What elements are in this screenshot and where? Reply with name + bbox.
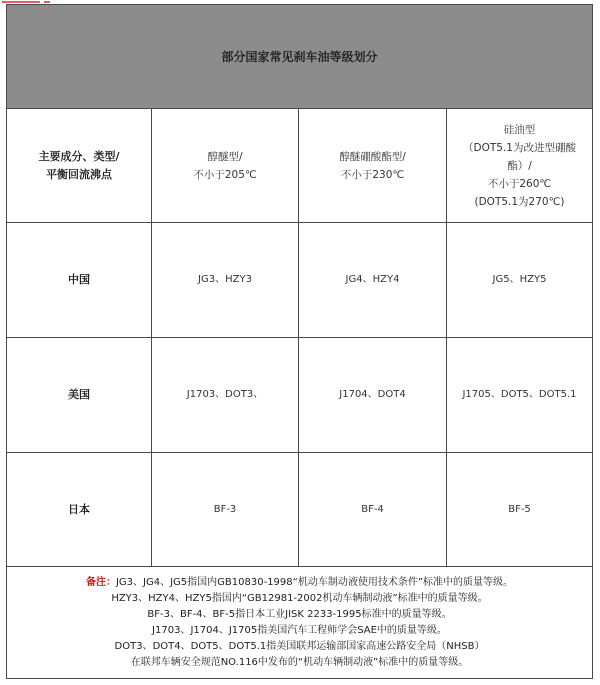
cell-japan-glycol-ether: BF-3: [152, 453, 299, 567]
note-line: DOT3、DOT4、DOT5、DOT5.1指美国联邦运输部国家高速公路安全局（NHSB）: [114, 641, 485, 652]
cell-usa-borate-ester: J1704、DOT4: [299, 338, 447, 453]
top-decoration-dash: [44, 1, 50, 3]
header-line: 醇醚型/: [207, 150, 243, 163]
note-line: J1703、J1704、J1705指美国汽车工程师学会SAE中的质量等级。: [152, 625, 447, 636]
cell-japan-silicone: BF-5: [447, 453, 592, 567]
header-label-line: 平衡回流沸点: [46, 167, 112, 181]
table-grid: [7, 109, 592, 567]
row-label-china: 中国: [7, 223, 152, 338]
cell-usa-silicone: J1705、DOT5、DOT5.1: [447, 338, 592, 453]
table-title: 部分国家常见刹车油等级划分: [221, 50, 378, 64]
header-label-line: 主要成分、类型/: [38, 149, 120, 163]
header-line: 不小于205℃: [193, 168, 257, 181]
row-label-usa: 美国: [7, 338, 152, 453]
cell-china-glycol-ether: JG3、HZY3: [152, 223, 299, 338]
header-line: 不小于260℃: [487, 177, 552, 190]
header-line: 醇醚硼酸酯型/: [339, 150, 406, 163]
row-label-japan: 日本: [7, 453, 152, 567]
header-line: 硅油型: [503, 123, 536, 136]
brake-fluid-table: [6, 4, 593, 679]
cell-china-silicone: JG5、HZY5: [447, 223, 592, 338]
header-line: 酯）/: [507, 159, 532, 172]
header-line: 不小于230℃: [340, 168, 405, 181]
top-decoration-dash: [2, 1, 40, 3]
header-col-borate-ester: [299, 109, 447, 223]
note-line: BF-3、BF-4、BF-5指日本工业JISK 2233-1995标准中的质量等级。: [147, 609, 452, 620]
note-line: 在联邦车辆安全规范NO.116中发布的“机动车辆制动液”标准中的质量等级。: [130, 657, 469, 668]
note-line: HZY3、HZY4、HZY5指国内“GB12981-2002机动车辆制动液”标准中的质量等级。: [111, 593, 488, 604]
header-line: （DOT5.1为改进型硼酸: [463, 141, 576, 154]
header-col-silicone: [447, 109, 592, 223]
cell-china-borate-ester: JG4、HZY4: [299, 223, 447, 338]
cell-usa-glycol-ether: J1703、DOT3、: [152, 338, 299, 453]
note-text: JG3、JG4、JG5指国内GB10830-1998“机动车制动液使用技术条件”标准中的质量等级。: [115, 577, 514, 588]
header-col-glycol-ether: [152, 109, 299, 223]
notes-block: [7, 568, 592, 678]
table-title-row: [7, 5, 592, 109]
note-label: 备注：: [85, 577, 116, 588]
cell-japan-borate-ester: BF-4: [299, 453, 447, 567]
header-line: (DOT5.1为270℃): [474, 195, 565, 208]
header-label-cell: [7, 109, 152, 223]
note-line: [86, 575, 513, 591]
